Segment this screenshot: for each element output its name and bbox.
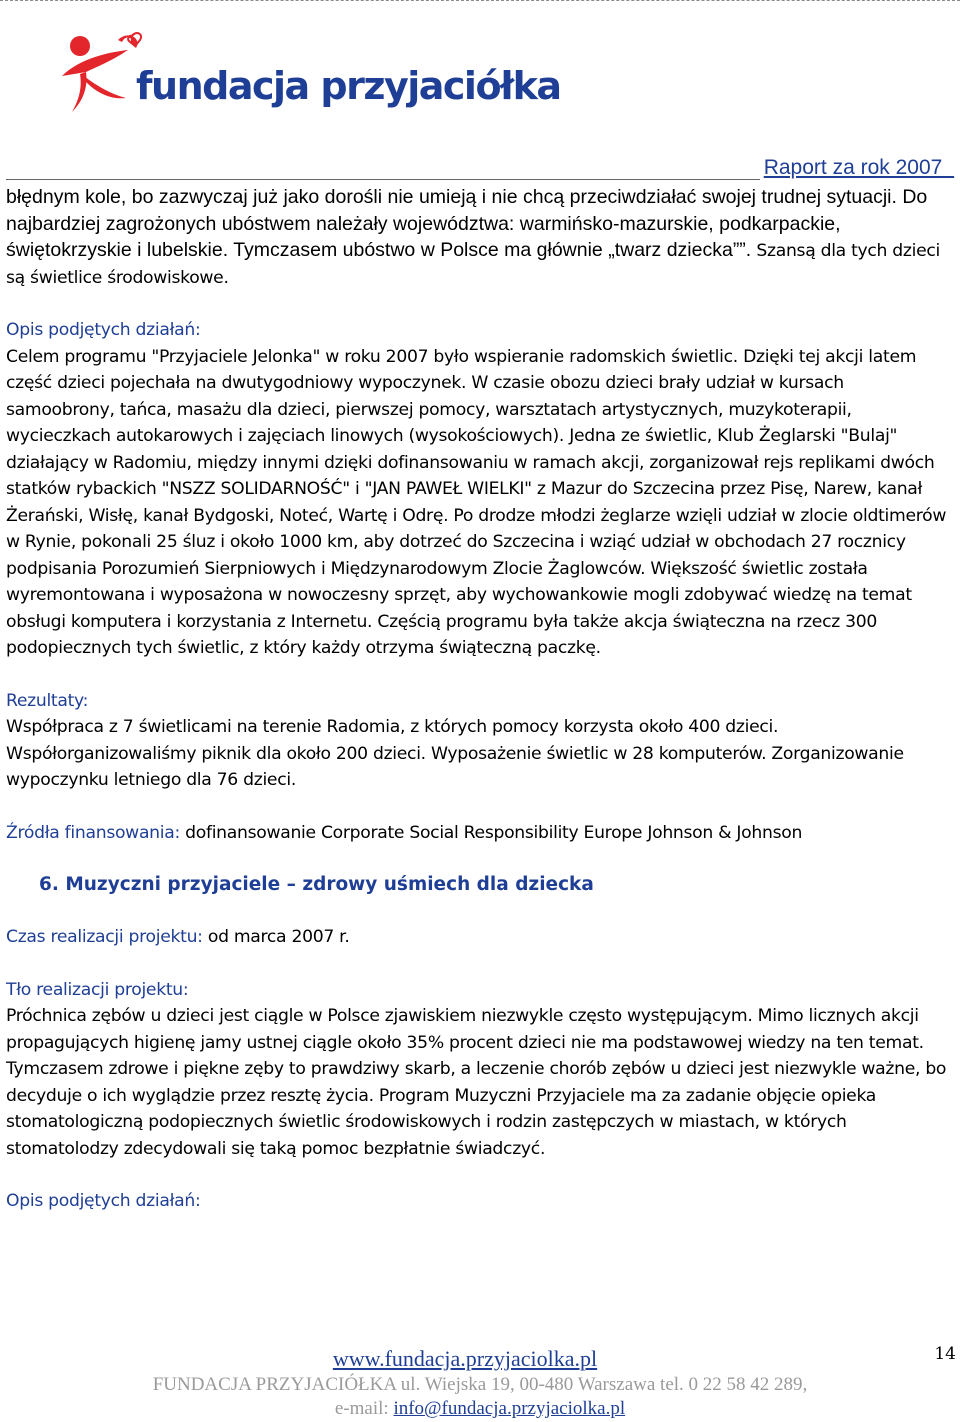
results-label: Rezultaty: [6, 690, 89, 711]
footer-address: FUNDACJA PRZYJACIÓŁKA ul. Wiejska 19, 00-480 Warszawa tel. 0 22 58 42 289, [152, 1374, 808, 1395]
page-number: 14 [934, 1344, 956, 1364]
background-label: Tło realizacji projektu: [6, 979, 189, 1000]
footer-email-link[interactable]: info@fundacja.przyjaciolka.pl [393, 1398, 626, 1419]
intro-text: błędnym kole, bo zazwyczaj już jako dorośli nie umieją i nie chcą przeciwdziałać swojej trudnej sytuacji. Do najbardziej zagrożonych ubóstwem należały województwa: warmińsko-mazurskie, podkarpackie, świętokrzyskie i lubelskie. Tymczasem ubóstwo w Polsce ma głównie „twarz dziecka””. [6, 186, 928, 261]
footer-email-line [0, 1398, 960, 1420]
time-paragraph [6, 924, 956, 951]
top-dashed-line [0, 0, 960, 3]
actions2-label: Opis podjętych działań: [6, 1191, 201, 1211]
header-rule [6, 179, 760, 180]
actions-text: Celem programu "Przyjaciele Jelonka" w roku 2007 było wspieranie radomskich świetlic. Dzięki tej akcji latem część dzieci pojechała na dwutygodniowy wypoczynek. W czasie obozu dzieci brały udział w kursach samoobrony, tańca, masażu dla dzieci, pierwszej pomocy, warsztatach artystycznych, muzykoterapii, wycieczkach autokarowych i zajęciach linowych (wysokościowych). Jedna ze świetlic, Klub Żeglarski "Bulaj" działający w Radomiu, między innymi dzięki dofinansowaniu w ramach akcji, zorganizował rejs replikami dwóch statków rybackich "NSZZ SOLIDARNOŚĆ" i "JAN PAWEŁ WIELKI" z Mazur do Szczecina przez Pisę, Narew, kanał Żerański, Wisłę, kanał Bydgoski, Noteć, Wartę i Odrę. Po drodze młodzi żeglarze wzięli udział w zlocie oldtimerów w Rynie, pokonali 25 śluz i około 1000 km, aby dotrzeć do Szczecina i wziąć udział w obchodach 27 rocznicy podpisania Porozumień Sierpniowych i Międzynarodowym Zlocie Żaglowców. Większość świetlic została wyremontowana i wyposażona w nowoczesny sprzęt, aby wychowankowie mogli zdobywać wiedzę na temat obsługi komputera i korzystania z Internetu. Częścią programu była także akcja świąteczna na rzecz 300 podopiecznych tych świetlic, z który każdy otrzyma świąteczną paczkę. [6, 346, 947, 658]
report-header [0, 156, 960, 180]
results-text: Współpraca z 7 świetlicami na terenie Radomia, z których pomocy korzysta około 400 dzieci. Współorganizowaliśmy piknik dla około 200 dzieci. Wyposażenie świetlic w 28 komputerów. Zorganizowanie wypoczynku letniego dla 76 dzieci. [6, 717, 904, 790]
background-text: Próchnica zębów u dzieci jest ciągle w Polsce zjawiskiem niezwykle często występującym. Mimo licznych akcji propagujących higienę jamy ustnej ciągle około 35% procent dzieci nie ma podstawowej wiedzy na ten temat. Tymczasem zdrowe i piękne zęby to prawdziwy skarb, a leczenie chorób zębów u dzieci jest niezwykle ważne, bo decyduje o ich wyglądzie przez resztę życia. Program Muzyczni Przyjaciele ma za zadanie objęcie opieka stomatologiczną podopiecznych świetlic środowiskowych i rodzin zastępczych w miastach, w których stomatolodzy zdecydowali się taką pomoc bezpłatnie świadczyć. [6, 1006, 947, 1159]
footer-website-link[interactable]: www.fundacja.przyjaciolka.pl [332, 1346, 598, 1371]
funding-label: Źródła finansowania: [6, 822, 180, 843]
section-6-title: 6. Muzyczni przyjaciele – zdrowy uśmiech dla dziecka [39, 874, 594, 895]
intro-paragraph [6, 184, 956, 291]
time-label: Czas realizacji projektu: [6, 927, 203, 947]
main-content [6, 184, 956, 1215]
report-title: Raport za rok 2007_ [763, 156, 954, 179]
actions-label: Opis podjętych działań: [6, 320, 201, 340]
time-text: od marca 2007 r. [202, 927, 350, 947]
footer-email-label: e-mail: [334, 1398, 394, 1419]
funding-text: dofinansowanie Corporate Social Responsibility Europe Johnson & Johnson [179, 822, 803, 843]
logo-text: fundacja przyjaciółka [136, 64, 561, 108]
intro-text-tail: Szansą dla tych dzieci są świetlice środowiskowe. [6, 241, 940, 288]
funding-paragraph [6, 820, 956, 847]
